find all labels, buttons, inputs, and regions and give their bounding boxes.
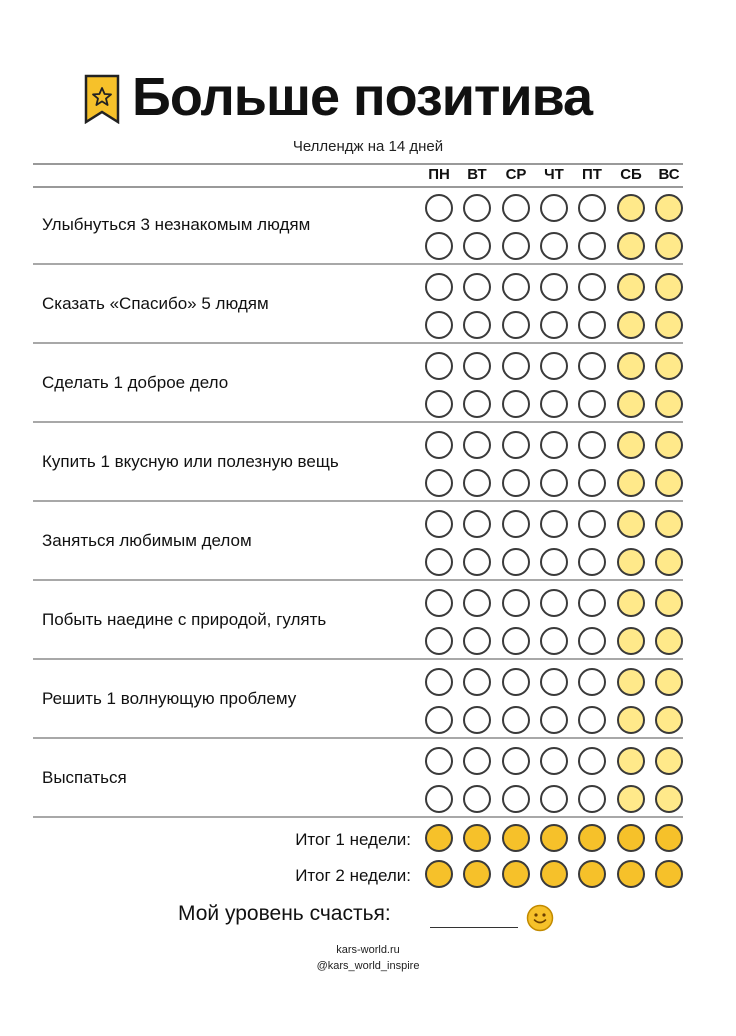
day-checkbox[interactable] xyxy=(463,627,491,655)
day-checkbox[interactable] xyxy=(540,469,568,497)
day-checkbox[interactable] xyxy=(578,273,606,301)
task-label: Решить 1 волнующую проблему xyxy=(42,689,297,708)
page-title: Больше позитива xyxy=(132,67,593,127)
day-headers xyxy=(0,166,736,186)
day-checkbox[interactable] xyxy=(578,668,606,696)
day-checkbox[interactable] xyxy=(463,548,491,576)
day-checkbox[interactable] xyxy=(540,589,568,617)
day-checkbox[interactable] xyxy=(655,668,683,696)
day-checkbox[interactable] xyxy=(578,706,606,734)
day-checkbox[interactable] xyxy=(578,232,606,260)
day-checkbox[interactable] xyxy=(425,431,453,459)
day-header: ВТ xyxy=(467,166,487,183)
day-checkbox[interactable] xyxy=(540,390,568,418)
day-checkbox[interactable] xyxy=(578,510,606,538)
day-checkbox[interactable] xyxy=(617,311,645,339)
total-checkbox[interactable] xyxy=(578,860,606,888)
day-checkbox[interactable] xyxy=(655,627,683,655)
day-checkbox[interactable] xyxy=(655,431,683,459)
day-checkbox[interactable] xyxy=(425,785,453,813)
task-row xyxy=(0,265,736,344)
credit-handle: @kars_world_inspire xyxy=(316,960,420,972)
day-checkbox[interactable] xyxy=(578,548,606,576)
day-checkbox[interactable] xyxy=(655,510,683,538)
day-checkbox[interactable] xyxy=(617,668,645,696)
task-row xyxy=(0,739,736,818)
day-checkbox[interactable] xyxy=(463,785,491,813)
day-checkbox[interactable] xyxy=(617,627,645,655)
day-checkbox[interactable] xyxy=(425,194,453,222)
day-checkbox[interactable] xyxy=(502,747,530,775)
day-header: СР xyxy=(505,166,527,183)
task-row xyxy=(0,660,736,739)
day-checkbox[interactable] xyxy=(425,589,453,617)
day-header: ПТ xyxy=(582,166,602,183)
day-checkbox[interactable] xyxy=(425,548,453,576)
day-checkbox[interactable] xyxy=(540,548,568,576)
day-checkbox[interactable] xyxy=(502,194,530,222)
day-checkbox[interactable] xyxy=(463,232,491,260)
day-checkbox[interactable] xyxy=(425,273,453,301)
task-row xyxy=(0,581,736,660)
day-checkbox[interactable] xyxy=(540,785,568,813)
total-label: Итог 2 недели: xyxy=(295,866,411,885)
day-checkbox[interactable] xyxy=(578,431,606,459)
total-checkbox[interactable] xyxy=(502,860,530,888)
happiness-blank[interactable] xyxy=(430,927,518,928)
day-checkbox[interactable] xyxy=(578,589,606,617)
day-checkbox[interactable] xyxy=(540,627,568,655)
day-checkbox[interactable] xyxy=(617,431,645,459)
task-row xyxy=(0,502,736,581)
total-label: Итог 1 недели: xyxy=(295,830,411,849)
day-checkbox[interactable] xyxy=(617,469,645,497)
day-checkbox[interactable] xyxy=(463,194,491,222)
day-checkbox[interactable] xyxy=(655,785,683,813)
total-checkbox[interactable] xyxy=(617,860,645,888)
total-checkbox[interactable] xyxy=(463,824,491,852)
task-row xyxy=(0,186,736,265)
task-label: Купить 1 вкусную или полезную вещь xyxy=(42,452,339,471)
day-checkbox[interactable] xyxy=(540,352,568,380)
day-checkbox[interactable] xyxy=(540,747,568,775)
day-checkbox[interactable] xyxy=(425,232,453,260)
task-label: Сделать 1 доброе дело xyxy=(42,373,229,392)
day-checkbox[interactable] xyxy=(425,706,453,734)
day-checkbox[interactable] xyxy=(463,311,491,339)
day-checkbox[interactable] xyxy=(425,390,453,418)
day-checkbox[interactable] xyxy=(578,747,606,775)
day-checkbox[interactable] xyxy=(578,390,606,418)
day-checkbox[interactable] xyxy=(502,548,530,576)
day-checkbox[interactable] xyxy=(578,194,606,222)
day-checkbox[interactable] xyxy=(578,627,606,655)
day-checkbox[interactable] xyxy=(617,194,645,222)
star-bookmark-icon xyxy=(84,74,120,124)
total-checkbox[interactable] xyxy=(655,860,683,888)
day-checkbox[interactable] xyxy=(540,232,568,260)
day-checkbox[interactable] xyxy=(502,352,530,380)
day-checkbox[interactable] xyxy=(463,589,491,617)
day-checkbox[interactable] xyxy=(502,510,530,538)
day-checkbox[interactable] xyxy=(425,747,453,775)
day-checkbox[interactable] xyxy=(502,390,530,418)
day-checkbox[interactable] xyxy=(617,273,645,301)
total-checkbox[interactable] xyxy=(540,824,568,852)
total-checkbox[interactable] xyxy=(578,824,606,852)
day-header: ПН xyxy=(428,166,450,183)
day-checkbox[interactable] xyxy=(540,273,568,301)
smiley-icon xyxy=(526,904,554,932)
day-checkbox[interactable] xyxy=(463,431,491,459)
day-checkbox[interactable] xyxy=(540,311,568,339)
day-checkbox[interactable] xyxy=(502,311,530,339)
day-checkbox[interactable] xyxy=(655,548,683,576)
day-checkbox[interactable] xyxy=(502,785,530,813)
day-checkbox[interactable] xyxy=(617,352,645,380)
task-label: Сказать «Спасибо» 5 людям xyxy=(42,294,269,313)
day-checkbox[interactable] xyxy=(617,232,645,260)
day-checkbox[interactable] xyxy=(502,273,530,301)
day-checkbox[interactable] xyxy=(425,627,453,655)
task-row xyxy=(0,423,736,502)
task-label: Выспаться xyxy=(42,768,127,787)
total-checkbox[interactable] xyxy=(617,824,645,852)
day-checkbox[interactable] xyxy=(540,510,568,538)
day-checkbox[interactable] xyxy=(425,668,453,696)
day-checkbox[interactable] xyxy=(617,747,645,775)
day-checkbox[interactable] xyxy=(578,469,606,497)
day-checkbox[interactable] xyxy=(578,352,606,380)
day-checkbox[interactable] xyxy=(617,785,645,813)
day-checkbox[interactable] xyxy=(463,668,491,696)
day-checkbox[interactable] xyxy=(617,548,645,576)
day-checkbox[interactable] xyxy=(655,589,683,617)
total-checkbox[interactable] xyxy=(655,824,683,852)
day-checkbox[interactable] xyxy=(425,311,453,339)
day-checkbox[interactable] xyxy=(540,194,568,222)
divider xyxy=(33,163,683,165)
day-checkbox[interactable] xyxy=(617,390,645,418)
subtitle: Челлендж на 14 дней xyxy=(292,138,444,155)
day-checkbox[interactable] xyxy=(655,311,683,339)
day-checkbox[interactable] xyxy=(655,352,683,380)
day-checkbox[interactable] xyxy=(502,627,530,655)
happiness-label: Мой уровень счастья: xyxy=(178,902,391,925)
task-label: Заняться любимым делом xyxy=(42,531,252,550)
day-checkbox[interactable] xyxy=(463,352,491,380)
day-checkbox[interactable] xyxy=(502,668,530,696)
day-header: ВС xyxy=(658,166,680,183)
day-checkbox[interactable] xyxy=(502,706,530,734)
day-checkbox[interactable] xyxy=(425,352,453,380)
divider xyxy=(33,816,683,818)
day-checkbox[interactable] xyxy=(540,668,568,696)
day-checkbox[interactable] xyxy=(502,469,530,497)
day-checkbox[interactable] xyxy=(617,589,645,617)
day-checkbox[interactable] xyxy=(463,469,491,497)
day-checkbox[interactable] xyxy=(540,431,568,459)
total-checkbox[interactable] xyxy=(463,860,491,888)
total-checkbox[interactable] xyxy=(540,860,568,888)
day-checkbox[interactable] xyxy=(617,706,645,734)
credit-site: kars-world.ru xyxy=(336,944,400,956)
task-row xyxy=(0,344,736,423)
day-checkbox[interactable] xyxy=(578,311,606,339)
day-checkbox[interactable] xyxy=(655,194,683,222)
day-checkbox[interactable] xyxy=(578,785,606,813)
day-checkbox[interactable] xyxy=(655,706,683,734)
day-checkbox[interactable] xyxy=(655,232,683,260)
day-checkbox[interactable] xyxy=(502,431,530,459)
total-checkbox[interactable] xyxy=(425,824,453,852)
day-checkbox[interactable] xyxy=(617,510,645,538)
day-checkbox[interactable] xyxy=(655,390,683,418)
day-checkbox[interactable] xyxy=(540,706,568,734)
day-checkbox[interactable] xyxy=(655,469,683,497)
day-checkbox[interactable] xyxy=(502,589,530,617)
day-checkbox[interactable] xyxy=(463,747,491,775)
day-header: СБ xyxy=(620,166,642,183)
day-checkbox[interactable] xyxy=(463,510,491,538)
day-checkbox[interactable] xyxy=(425,510,453,538)
day-checkbox[interactable] xyxy=(502,232,530,260)
total-checkbox[interactable] xyxy=(425,860,453,888)
day-checkbox[interactable] xyxy=(463,390,491,418)
day-checkbox[interactable] xyxy=(655,747,683,775)
task-label: Побыть наедине с природой, гулять xyxy=(42,610,327,629)
day-checkbox[interactable] xyxy=(425,469,453,497)
day-header: ЧТ xyxy=(544,166,564,183)
task-label: Улыбнуться 3 незнакомым людям xyxy=(42,215,311,234)
total-checkbox[interactable] xyxy=(502,824,530,852)
day-checkbox[interactable] xyxy=(463,273,491,301)
day-checkbox[interactable] xyxy=(655,273,683,301)
day-checkbox[interactable] xyxy=(463,706,491,734)
